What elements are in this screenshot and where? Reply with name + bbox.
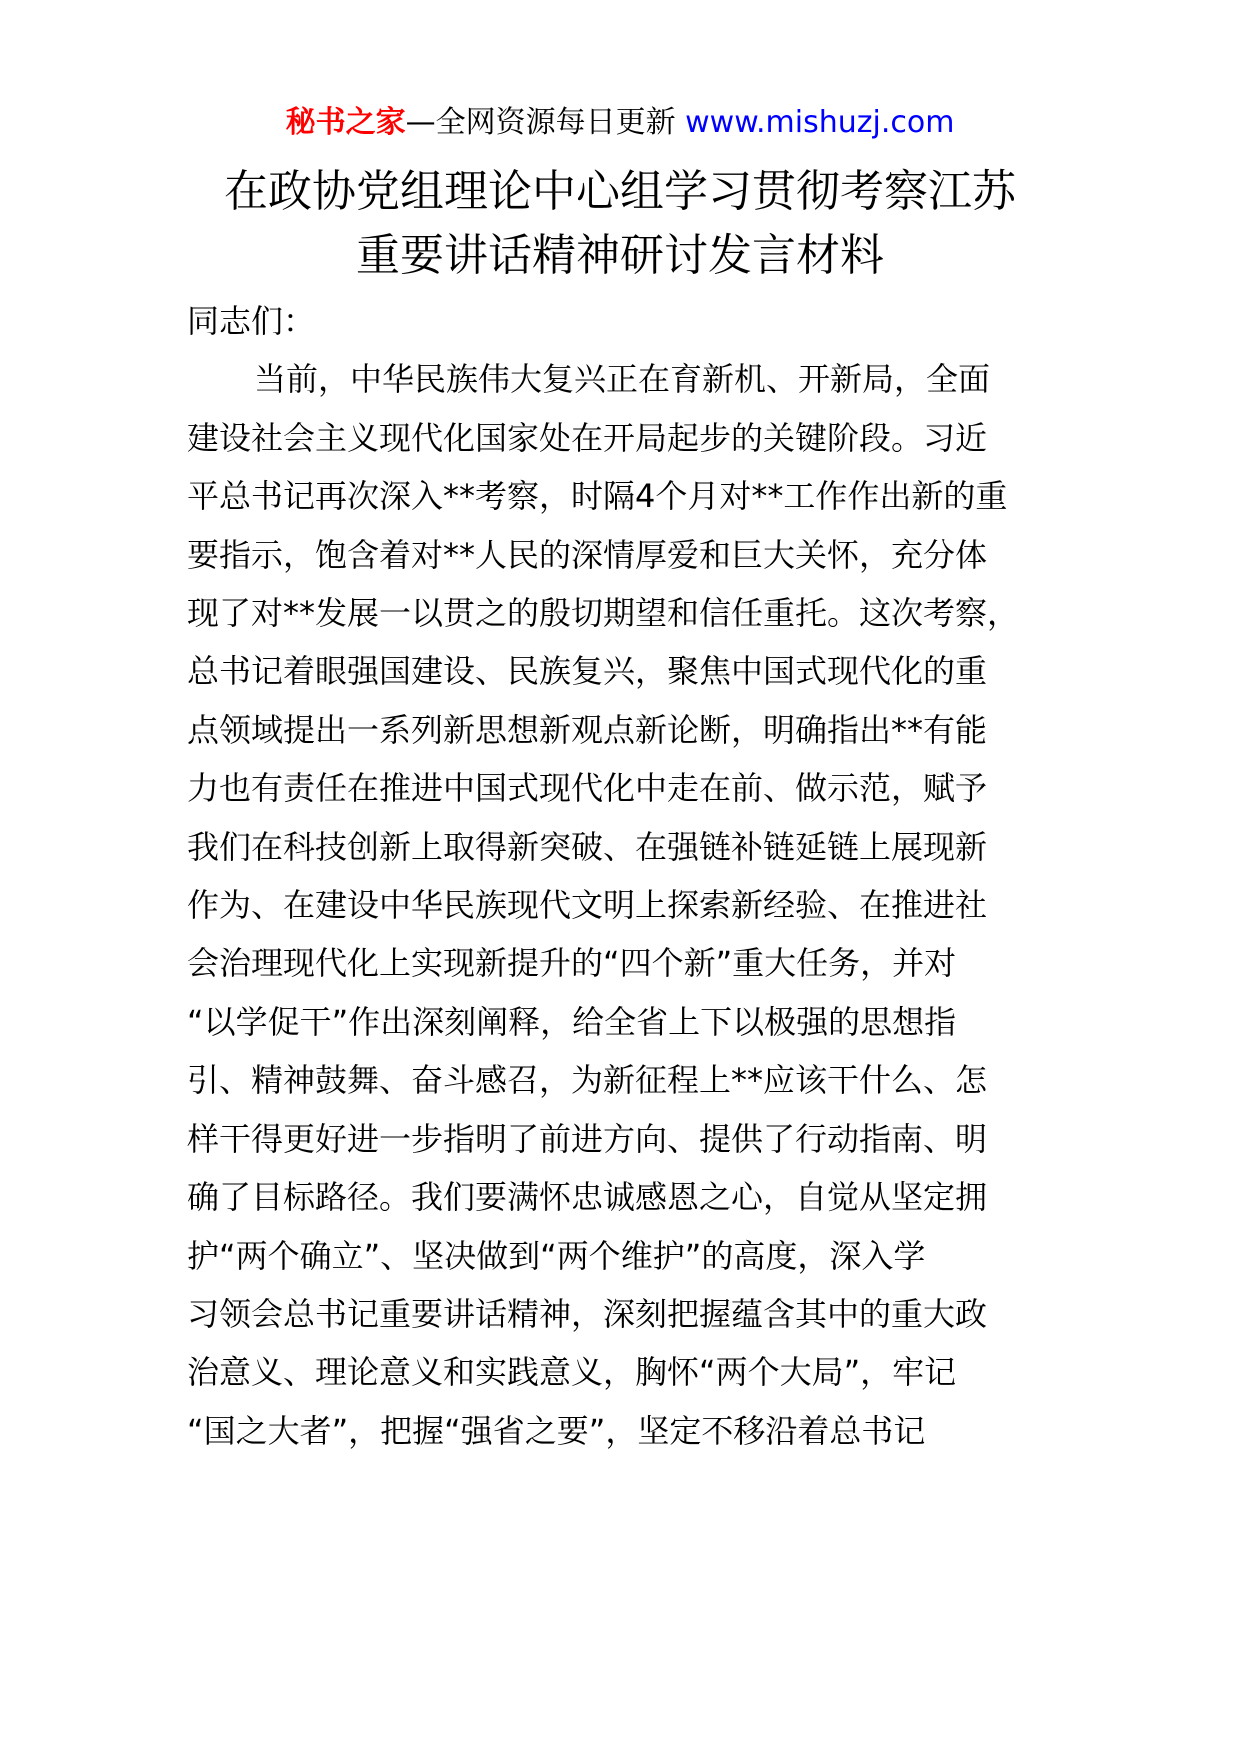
paragraph-line: 建设社会主义现代化国家处在开局起步的关键阶段。习近 (187, 418, 988, 457)
paragraph-line: 确了目标路径。我们要满怀忠诚感恩之心，自觉从坚定拥 (187, 1178, 988, 1217)
paragraph-line: 当前，中华民族伟大复兴正在育新机、开新局，全面 (254, 360, 991, 399)
header-tagline: —全网资源每日更新 (405, 105, 676, 140)
paragraph-line: 平总书记再次深入**考察，时隔4个月对**工作作出新的重 (187, 477, 1008, 516)
title-line: 重要讲话精神研讨发言材料 (356, 230, 884, 281)
paragraph-line: 点领域提出一系列新思想新观点新论断，明确指出**有能 (187, 710, 988, 749)
paragraph-line: 样干得更好进一步指明了前进方向、提供了行动指南、明 (187, 1119, 988, 1158)
document-title (150, 160, 1090, 288)
site-header (0, 100, 1240, 146)
paragraph-line: 我们在科技创新上取得新突破、在强链补链延链上展现新 (187, 827, 988, 866)
paragraph-line: “国之大者”，把握“强省之要”，坚定不移沿着总书记 (187, 1411, 926, 1450)
paragraph-line: 总书记着眼强国建设、民族复兴，聚焦中国式现代化的重 (187, 652, 988, 691)
paragraph-line: 习领会总书记重要讲话精神，深刻把握蕴含其中的重大政 (187, 1294, 988, 1333)
paragraph-line: 会治理现代化上实现新提升的“四个新”重大任务，并对 (187, 944, 957, 983)
site-url-link[interactable]: www.mishuzj.com (685, 105, 955, 140)
brand-name: 秘书之家 (285, 105, 406, 140)
paragraph-line: 引、精神鼓舞、奋斗感召，为新征程上**应该干什么、怎 (187, 1061, 988, 1100)
title-line: 在政协党组理论中心组学习贯彻考察江苏 (224, 166, 1016, 217)
document-body (187, 292, 1067, 1460)
paragraph-line: 治意义、理论意义和实践意义，胸怀“两个大局”，牢记 (187, 1353, 957, 1392)
body-paragraph (187, 350, 1067, 1460)
paragraph-line: 作为、在建设中华民族现代文明上探索新经验、在推进社 (187, 886, 988, 925)
paragraph-line: “以学促干”作出深刻阐释，给全省上下以极强的思想指 (187, 1002, 957, 1041)
paragraph-line: 要指示，饱含着对**人民的深情厚爱和巨大关怀，充分体 (187, 535, 988, 574)
paragraph-line: 力也有责任在推进中国式现代化中走在前、做示范，赋予 (187, 769, 988, 808)
paragraph-line: 护“两个确立”、坚决做到“两个维护”的高度，深入学 (187, 1236, 926, 1275)
salutation: 同志们： (187, 302, 316, 340)
paragraph-line: 现了对**发展一以贯之的殷切期望和信任重托。这次考察， (187, 594, 1020, 633)
